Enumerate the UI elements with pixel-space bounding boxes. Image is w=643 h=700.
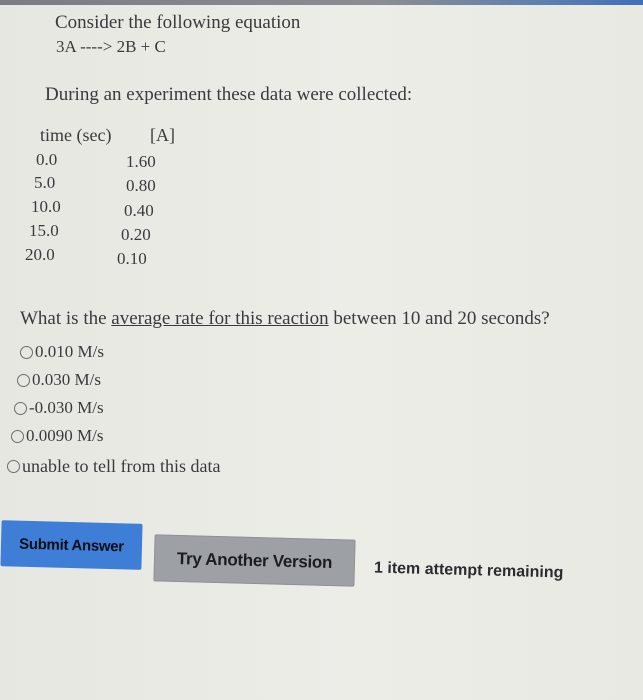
option-label: -0.030 M/s xyxy=(29,398,104,417)
table-cell-concentration: 0.40 xyxy=(124,201,154,220)
radio-button-icon[interactable] xyxy=(14,402,27,415)
table-cell-concentration: 0.20 xyxy=(121,225,151,244)
table-header-concentration: [A] xyxy=(150,125,175,145)
table-cell-time: 5.0 xyxy=(34,173,56,192)
radio-button-icon[interactable] xyxy=(17,374,30,387)
option-label: 0.010 M/s xyxy=(35,342,104,361)
question-underlined: average rate for this reaction xyxy=(111,308,329,329)
top-border xyxy=(0,0,643,5)
table-cell-time: 20.0 xyxy=(25,245,55,264)
table-cell-concentration: 1.60 xyxy=(126,152,156,171)
attempts-remaining-text: 1 item attempt remaining xyxy=(373,559,564,582)
question-text xyxy=(20,308,550,330)
table-cell-concentration: 0.10 xyxy=(117,249,147,268)
submit-answer-button[interactable]: Submit Answer xyxy=(0,520,142,570)
reaction-equation: 3A ----> 2B + C xyxy=(56,37,166,56)
table-cell-time: 0.0 xyxy=(36,150,58,169)
option-label: 0.030 M/s xyxy=(32,370,101,389)
answer-option[interactable] xyxy=(7,456,220,477)
option-label: 0.0090 M/s xyxy=(26,426,104,445)
problem-intro: Consider the following equation xyxy=(55,12,301,33)
table-cell-time: 10.0 xyxy=(31,197,61,216)
answer-option[interactable] xyxy=(20,342,104,362)
try-another-version-button[interactable]: Try Another Version xyxy=(153,534,355,586)
table-header-time: time (sec) xyxy=(40,125,112,145)
table-cell-time: 15.0 xyxy=(29,221,59,240)
data-intro: During an experiment these data were collected: xyxy=(45,84,413,105)
radio-button-icon[interactable] xyxy=(7,460,20,473)
option-label: unable to tell from this data xyxy=(22,456,221,476)
answer-option[interactable] xyxy=(14,398,104,418)
question-prefix: What is the xyxy=(20,308,112,329)
radio-button-icon[interactable] xyxy=(11,430,24,443)
radio-button-icon[interactable] xyxy=(20,346,33,359)
table-cell-concentration: 0.80 xyxy=(126,176,156,195)
answer-option[interactable] xyxy=(11,426,103,446)
answer-option[interactable] xyxy=(17,370,101,390)
question-suffix: between 10 and 20 seconds? xyxy=(328,308,550,329)
